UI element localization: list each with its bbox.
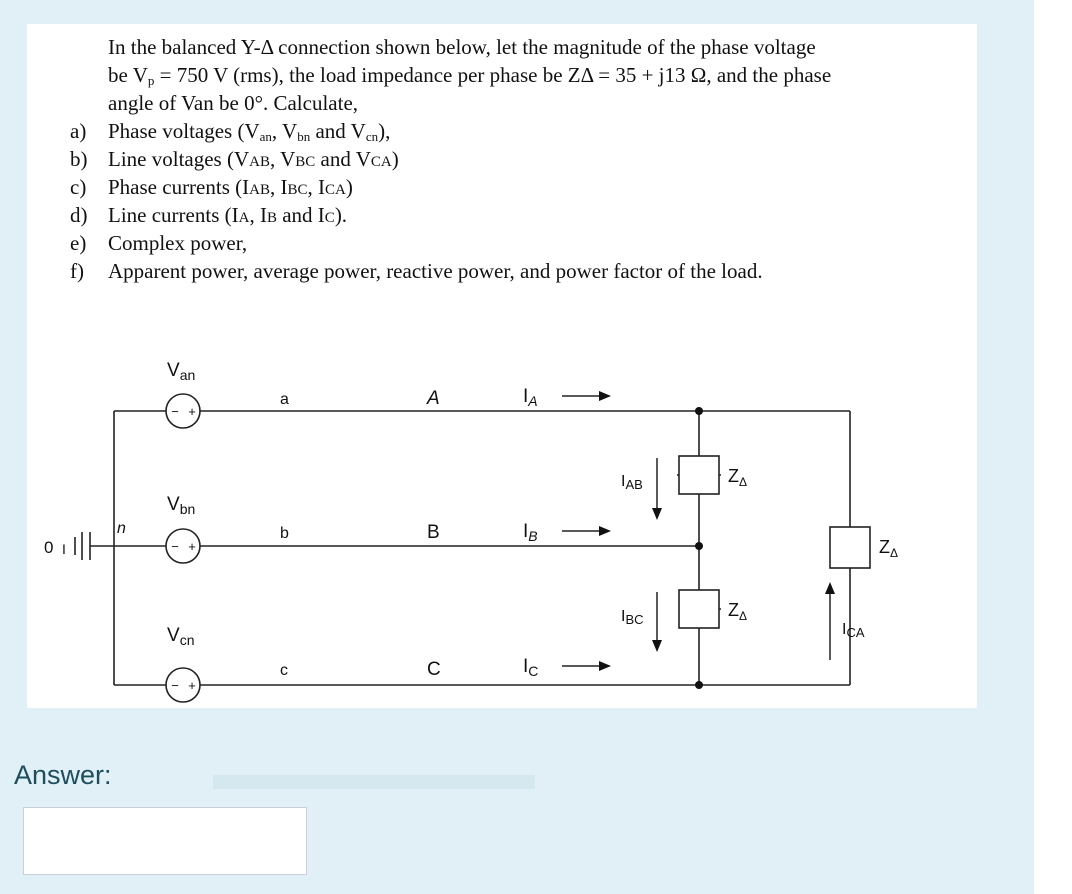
source-minus: − xyxy=(171,539,179,554)
junction-b xyxy=(695,542,703,550)
subscript: cn xyxy=(365,129,379,144)
source-plus: + xyxy=(188,404,196,419)
impedance-ab-box xyxy=(679,456,719,494)
text-run: Apparent power, average power, reactive power, and power factor of the load. xyxy=(108,259,763,283)
voltage-source-an xyxy=(166,394,200,428)
small-caps-text: BC xyxy=(287,182,308,198)
answer-label: Answer: xyxy=(14,760,112,790)
node-label-a: a xyxy=(280,391,289,408)
subscript: p xyxy=(147,73,155,88)
line-current-label-b: $I_B$ xyxy=(523,521,538,544)
small-caps-text: AB xyxy=(249,182,270,198)
arrow-right-icon xyxy=(562,661,611,671)
small-caps-text: CA xyxy=(370,154,392,170)
text-run: and V xyxy=(310,119,366,143)
text-run: and V xyxy=(315,147,371,171)
text-run: be V xyxy=(108,63,148,87)
question-card xyxy=(27,24,977,708)
text-run: In the balanced Y-Δ connection shown below, let the magnitude of the phase voltage xyxy=(108,35,816,59)
question-item-label: b) xyxy=(70,147,88,171)
text-run: Phase voltages (V xyxy=(108,119,260,143)
arrow-right-icon xyxy=(562,391,611,401)
question-item-label: f) xyxy=(70,259,84,283)
question-item-label: d) xyxy=(70,203,88,227)
question-item-label: e) xyxy=(70,231,87,255)
subscript: an xyxy=(259,129,272,144)
text-run: , V xyxy=(271,119,298,143)
node-label-b: b xyxy=(280,525,289,542)
divider xyxy=(213,775,535,789)
subscript: bn xyxy=(297,129,311,144)
impedance-label-ab: $Z_\Delta$ xyxy=(728,466,748,489)
source-label-cn: $V_{cn}$ xyxy=(167,625,195,648)
question-item-label: a) xyxy=(70,119,87,143)
phase-current-label-ca: ICA xyxy=(842,621,865,640)
circuit-diagram xyxy=(27,24,977,708)
line-current-label-a: $I_A$ xyxy=(523,386,538,409)
ground-label-mark: I xyxy=(62,541,66,557)
node-label-c: c xyxy=(280,662,288,679)
text-run: Line currents (I xyxy=(108,203,239,227)
text-run: Line voltages (V xyxy=(108,147,250,171)
node-label-C: C xyxy=(427,659,441,680)
text-run: Phase currents (I xyxy=(108,175,250,199)
text-run: , I xyxy=(269,175,288,199)
small-caps-text: B xyxy=(266,210,277,226)
small-caps-text: C xyxy=(324,210,335,226)
text-run: Complex power, xyxy=(108,231,248,255)
arrow-up-icon xyxy=(825,582,835,660)
small-caps-text: AB xyxy=(249,154,270,170)
voltage-source-bn xyxy=(166,529,200,563)
source-minus: − xyxy=(171,404,179,419)
impedance-bc-box xyxy=(679,590,719,628)
small-caps-text: CA xyxy=(324,182,346,198)
arrow-down-icon xyxy=(652,458,662,520)
arrow-right-icon xyxy=(562,526,611,536)
junction-a xyxy=(695,407,703,415)
text-run: and I xyxy=(276,203,325,227)
small-caps-text: BC xyxy=(295,154,316,170)
source-plus: + xyxy=(188,678,196,693)
text-run: , I xyxy=(249,203,267,227)
arrow-down-icon xyxy=(652,592,662,652)
text-run: ) xyxy=(391,147,399,171)
text-run: = 750 V (rms), the load impedance per phase be ZΔ = 35 + j13 Ω, and the phase xyxy=(154,63,832,87)
source-label-an: $V_{an}$ xyxy=(167,360,196,383)
impedance-label-ca: $Z_\Delta$ xyxy=(879,537,899,560)
question-item-label: c) xyxy=(70,175,87,199)
text-run: , I xyxy=(307,175,325,199)
junction-c xyxy=(695,681,703,689)
source-label-bn: $V_{bn}$ xyxy=(167,494,196,517)
node-label-B: B xyxy=(427,522,440,543)
node-label-A: A xyxy=(427,388,440,409)
impedance-label-bc: $Z_\Delta$ xyxy=(728,600,748,623)
voltage-source-cn xyxy=(166,668,200,702)
text-run: ), xyxy=(378,119,391,143)
text-run: ) xyxy=(345,175,353,199)
source-plus: + xyxy=(188,539,196,554)
neutral-label: n xyxy=(117,520,126,537)
text-run: angle of Van be 0°. Calculate, xyxy=(108,91,359,115)
phase-current-label-bc: IBC xyxy=(621,608,644,627)
phase-current-label-ab: IAB xyxy=(621,473,643,492)
line-current-label-c: $I_C$ xyxy=(523,656,539,679)
small-caps-text: A xyxy=(238,210,250,226)
source-minus: − xyxy=(171,678,179,693)
answer-input[interactable] xyxy=(23,807,307,875)
impedance-ca-box xyxy=(830,527,870,568)
ground-label: 0 xyxy=(44,538,54,557)
text-run: , V xyxy=(269,147,296,171)
text-run: ). xyxy=(334,203,348,227)
